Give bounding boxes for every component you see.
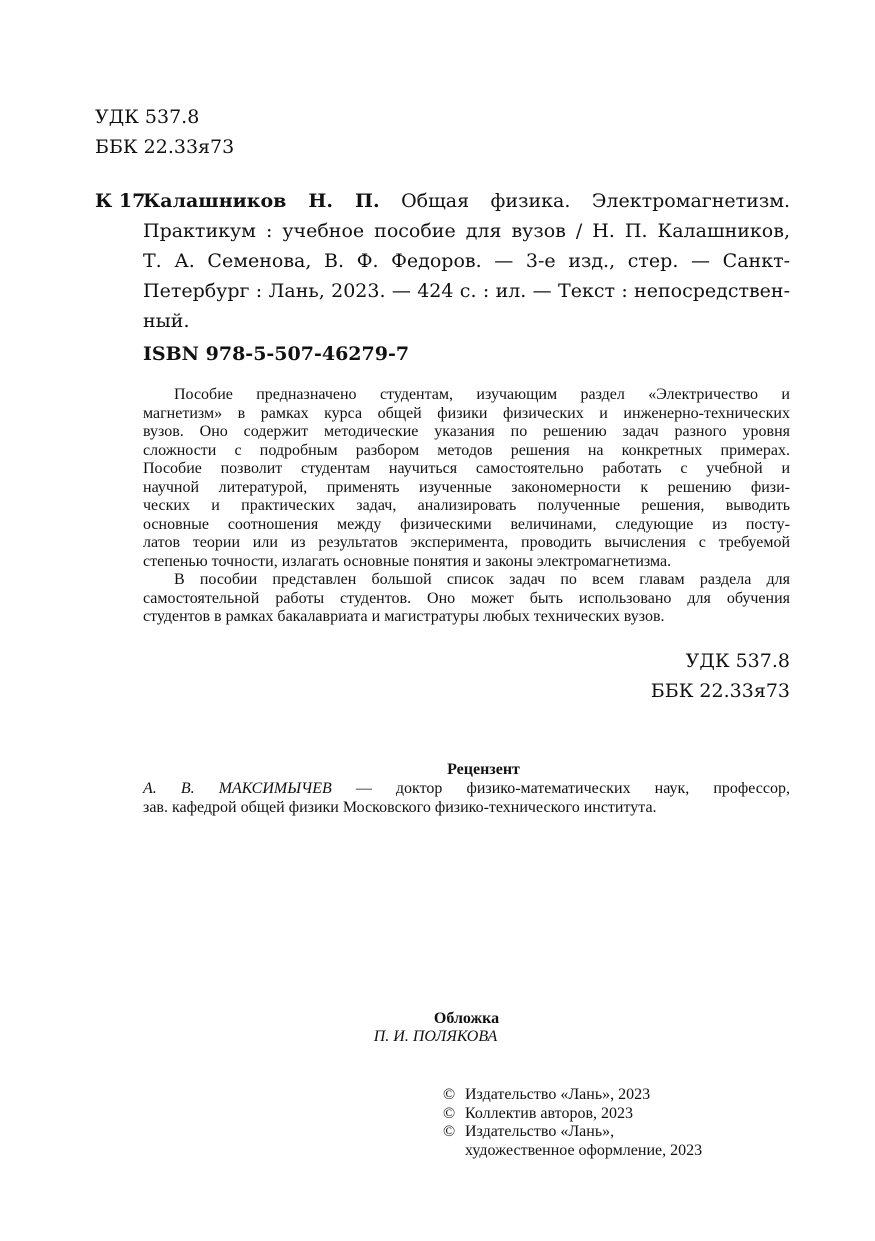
udk-code: УДК 537.8 xyxy=(95,106,200,128)
copyright-symbol: © xyxy=(443,1104,456,1122)
isbn: ISBN 978-5-507-46279-7 xyxy=(143,343,410,365)
copyright-continuation: художественное оформление, 2023 xyxy=(465,1141,703,1159)
catalog-code: К 17 xyxy=(95,190,146,212)
abstract-line: Пособие позволит студентам научиться самостоятельно работать с учебной и xyxy=(143,460,790,477)
abstract-line: латов теории или из результатов эксперимента, проводить вычисления с требуемой xyxy=(143,534,790,551)
catalog-line-1 xyxy=(143,186,790,216)
cover-heading: Обложка xyxy=(433,1010,500,1027)
copyright-block xyxy=(443,1086,702,1160)
cover-designer: П. И. ПОЛЯКОВА xyxy=(373,1028,498,1045)
reviewer-line-2: зав. кафедрой общей физики Московского физико-технического института. xyxy=(143,798,657,816)
copyright-symbol: © xyxy=(443,1086,456,1103)
abstract-line: научной литературой, применять изученные закономерности к решению физи- xyxy=(143,478,790,496)
bbk-code-repeat: ББК 22.33я73 xyxy=(650,680,790,702)
copyright-line xyxy=(443,1086,702,1105)
abstract-line: Пособие предназначено студентам, изучающим раздел «Электричество и xyxy=(174,386,790,403)
abstract-line: ческих и практических задач, анализировать полученные решения, выводить xyxy=(143,497,790,514)
copyright-text: Коллектив авторов, 2023 xyxy=(465,1104,633,1122)
abstract-line: магнетизм» в рамках курса общей физики физических и инженерно-технических xyxy=(143,404,790,422)
reviewer-line-1 xyxy=(143,780,790,799)
copyright-line xyxy=(443,1123,702,1142)
bbk-code: ББК 22.33я73 xyxy=(95,136,235,158)
catalog-author: Калашников Н. П. xyxy=(143,190,380,212)
catalog-line: Практикум : учебное пособие для вузов / Н. П. Калашников, xyxy=(143,220,790,242)
catalog-entry xyxy=(143,186,790,336)
reviewer-block xyxy=(143,780,790,817)
copyright-text: Издательство «Лань», xyxy=(465,1123,615,1140)
catalog-line: Т. А. Семенова, В. Ф. Федоров. — 3-е изд., стер. — Санкт- xyxy=(143,250,790,272)
reviewer-name: А. В. МАКСИМЫЧЕВ xyxy=(143,780,332,797)
catalog-line: ный. xyxy=(143,310,190,332)
copyright-line xyxy=(443,1105,702,1124)
reviewer-credentials: — доктор физико-математических наук, профессор, xyxy=(355,780,790,797)
abstract xyxy=(143,386,790,627)
udk-code-repeat: УДК 537.8 xyxy=(685,650,790,672)
abstract-line: степенью точности, излагать основные понятия и законы электромагнетизма. xyxy=(143,552,672,570)
abstract-line: В пособии представлен большой список задач по всем главам раздела для xyxy=(174,571,790,588)
abstract-line: сложности с подробным разбором методов решения на конкретных примерах. xyxy=(143,441,790,459)
bottom-classification xyxy=(651,646,790,706)
copyright-symbol: © xyxy=(443,1123,456,1140)
top-classification xyxy=(95,102,234,162)
reviewer-heading: Рецензент xyxy=(447,761,520,778)
abstract-line: вузов. Оно содержит методические указания по решению задач разного уровня xyxy=(143,423,790,440)
abstract-line: основные соотношения между физическими величинами, следующие из посту- xyxy=(143,515,790,533)
abstract-line: студентов в рамках бакалавриата и магистратуры любых технических вузов. xyxy=(143,608,665,625)
abstract-line: самостоятельной работы студентов. Оно может быть использовано для обучения xyxy=(143,589,790,607)
copyright-text: Издательство «Лань», 2023 xyxy=(465,1086,651,1103)
catalog-title: Общая физика. Электромагнетизм. xyxy=(401,190,791,212)
catalog-line: Петербург : Лань, 2023. — 424 с. : ил. — Текст : непосредствен- xyxy=(143,280,790,302)
